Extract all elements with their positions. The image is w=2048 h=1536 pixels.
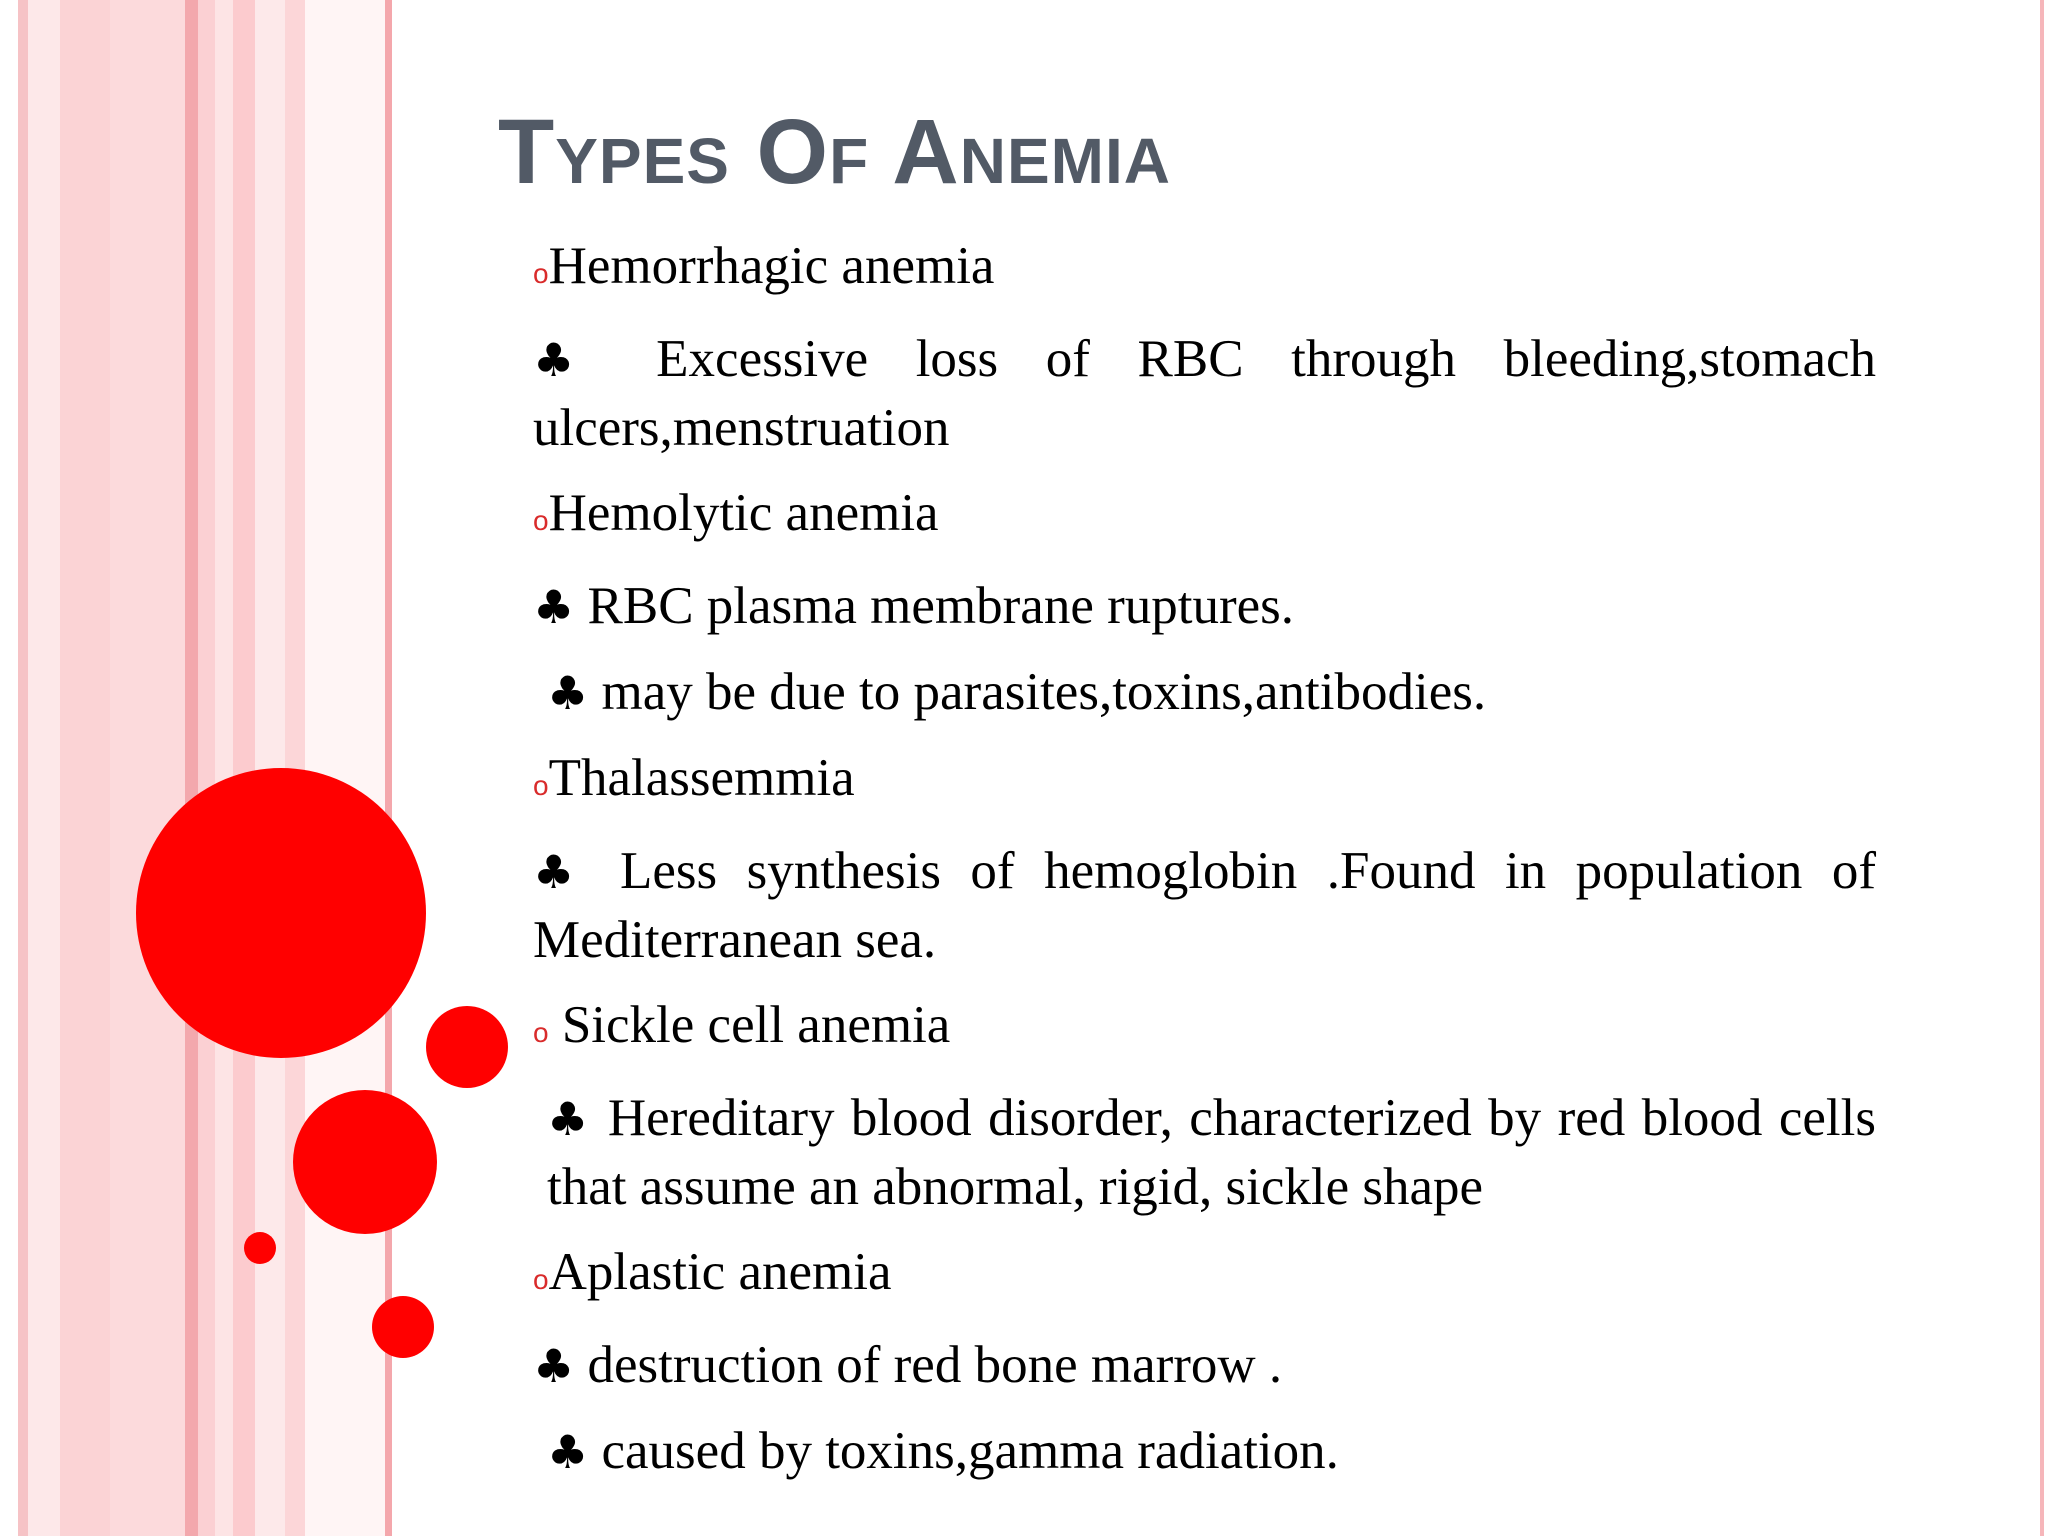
circle-bullet-icon: o [533, 258, 549, 289]
decorative-circle [293, 1090, 437, 1234]
decorative-circle [426, 1006, 508, 1088]
decorative-stripe [185, 0, 198, 1536]
decorative-stripe-right [2040, 0, 2044, 1536]
list-item-heading: oHemolytic anemia [533, 484, 939, 542]
club-bullet-icon: ♣ [533, 1339, 575, 1393]
decorative-stripe [60, 0, 110, 1536]
club-bullet-icon: ♣ [547, 1092, 592, 1146]
list-item-detail: ♣ may be due to parasites,toxins,antibodies. [547, 663, 1487, 721]
club-bullet-icon: ♣ [547, 1425, 589, 1479]
list-item-detail: ♣ RBC plasma membrane ruptures. [533, 577, 1295, 635]
list-item-heading: oHemorrhagic anemia [533, 237, 995, 295]
decorative-stripe [110, 0, 185, 1536]
club-bullet-icon: ♣ [533, 333, 609, 387]
decorative-stripe [215, 0, 233, 1536]
list-item-detail: ♣ Excessive loss of RBC through bleeding,stomach ulcers,menstruation [533, 330, 1876, 457]
decorative-circle-small [244, 1232, 276, 1264]
list-item-heading: o Sickle cell anemia [533, 996, 951, 1054]
list-item-detail: ♣ Hereditary blood disorder, characterized by red blood cells that assume an abnormal, rigid, sickle shape [547, 1089, 1876, 1216]
decorative-stripe [198, 0, 215, 1536]
decorative-circle [372, 1296, 434, 1358]
list-item-heading: oAplastic anemia [533, 1243, 892, 1301]
club-bullet-icon: ♣ [533, 845, 591, 899]
circle-bullet-icon: o [533, 505, 549, 536]
list-item-detail: ♣ caused by toxins,gamma radiation. [547, 1422, 1339, 1480]
circle-bullet-icon: o [533, 770, 549, 801]
list-item-heading: oThalassemmia [533, 749, 855, 807]
circle-bullet-icon: o [533, 1264, 549, 1295]
decorative-stripe [28, 0, 60, 1536]
list-item-detail: ♣ Less synthesis of hemoglobin .Found in population of Mediterranean sea. [533, 842, 1876, 969]
decorative-circle-large [136, 768, 426, 1058]
slide-title: Types Of Anemia [498, 101, 1171, 203]
bullet-list [533, 232, 1876, 1503]
club-bullet-icon: ♣ [533, 580, 575, 634]
decorative-stripe [233, 0, 255, 1536]
club-bullet-icon: ♣ [547, 666, 589, 720]
decorative-stripe [305, 0, 385, 1536]
decorative-stripe [18, 0, 28, 1536]
circle-bullet-icon: o [533, 1017, 549, 1048]
list-item-detail: ♣ destruction of red bone marrow . [533, 1336, 1283, 1394]
